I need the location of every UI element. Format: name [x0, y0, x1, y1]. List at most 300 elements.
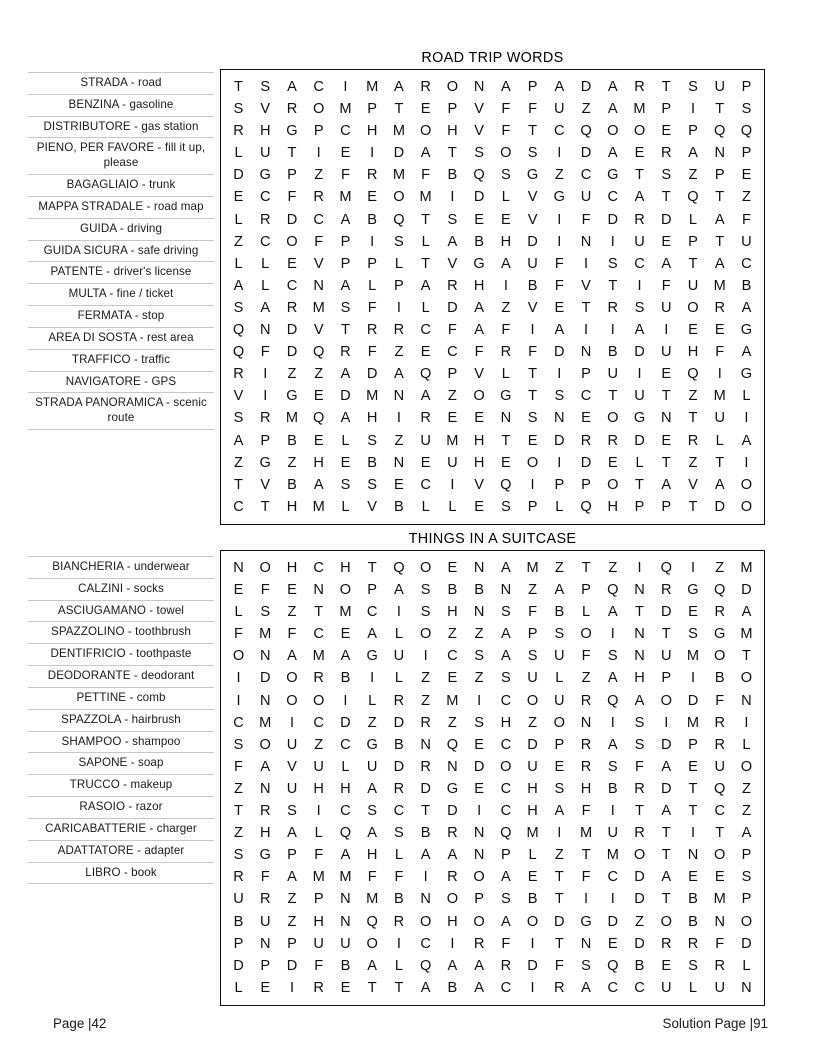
grid-cell[interactable]: A — [500, 560, 511, 576]
grid-cell[interactable]: I — [690, 825, 696, 842]
grid-cell[interactable]: M — [312, 299, 325, 316]
grid-cell[interactable]: S — [233, 299, 244, 316]
grid-cell[interactable]: R — [714, 736, 725, 753]
grid-cell[interactable]: P — [688, 233, 698, 250]
grid-cell[interactable]: U — [259, 913, 271, 930]
grid-cell[interactable]: O — [419, 913, 432, 930]
grid-cell[interactable]: P — [474, 891, 484, 908]
grid-cell[interactable]: T — [554, 869, 564, 886]
grid-cell[interactable]: I — [690, 560, 696, 576]
grid-cell[interactable]: Q — [393, 560, 405, 576]
grid-cell[interactable]: O — [660, 913, 672, 930]
grid-cell[interactable]: N — [500, 410, 512, 427]
grid-cell[interactable]: S — [233, 847, 244, 864]
grid-cell[interactable]: D — [580, 79, 592, 95]
grid-cell[interactable]: P — [527, 79, 538, 95]
grid-cell[interactable]: F — [314, 233, 324, 250]
grid-cell[interactable]: I — [610, 626, 615, 643]
grid-cell[interactable]: Q — [580, 123, 592, 140]
grid-cell[interactable]: D — [607, 913, 619, 930]
grid-cell[interactable]: L — [368, 692, 377, 709]
grid-cell[interactable]: S — [233, 736, 244, 753]
grid-cell[interactable]: R — [714, 604, 725, 621]
grid-cell[interactable]: P — [447, 101, 458, 118]
grid-cell[interactable]: Z — [234, 233, 243, 250]
grid-cell[interactable]: V — [474, 101, 484, 118]
grid-cell[interactable]: N — [473, 604, 485, 621]
grid-cell[interactable]: A — [287, 648, 297, 665]
grid-cell[interactable]: M — [686, 714, 700, 731]
grid-cell[interactable]: D — [634, 869, 645, 886]
grid-cell[interactable]: Z — [447, 626, 457, 643]
grid-cell[interactable]: N — [233, 560, 244, 576]
grid-cell[interactable]: T — [661, 388, 671, 405]
grid-cell[interactable]: O — [580, 626, 592, 643]
grid-cell[interactable]: T — [715, 189, 725, 206]
grid-cell[interactable]: O — [419, 560, 432, 576]
grid-cell[interactable]: R — [420, 758, 431, 775]
grid-cell[interactable]: M — [339, 189, 352, 206]
grid-cell[interactable]: Q — [714, 582, 726, 599]
grid-cell[interactable]: A — [607, 145, 618, 162]
grid-cell[interactable]: Z — [581, 670, 591, 687]
grid-cell[interactable]: F — [234, 758, 243, 775]
grid-cell[interactable]: E — [741, 167, 752, 184]
grid-cell[interactable]: O — [553, 714, 565, 731]
grid-cell[interactable]: E — [233, 189, 244, 206]
grid-cell[interactable]: R — [366, 167, 378, 184]
grid-cell[interactable]: C — [259, 233, 271, 250]
grid-cell[interactable]: O — [500, 758, 512, 775]
grid-cell[interactable]: L — [635, 454, 644, 471]
grid-cell[interactable]: I — [370, 145, 375, 162]
grid-cell[interactable]: S — [661, 167, 672, 184]
grid-cell[interactable]: F — [260, 869, 270, 886]
grid-cell[interactable]: F — [715, 935, 725, 952]
grid-cell[interactable]: P — [340, 255, 351, 272]
grid-cell[interactable]: R — [634, 79, 645, 95]
grid-cell[interactable]: H — [313, 454, 324, 471]
grid-cell[interactable]: F — [260, 582, 270, 599]
grid-cell[interactable]: T — [661, 891, 671, 908]
grid-cell[interactable]: D — [714, 498, 725, 515]
grid-cell[interactable]: H — [687, 344, 699, 361]
grid-cell[interactable]: P — [367, 582, 378, 599]
grid-cell[interactable]: L — [421, 498, 430, 515]
grid-cell[interactable]: T — [394, 979, 404, 996]
grid-cell[interactable]: A — [340, 366, 351, 383]
grid-cell[interactable]: Z — [287, 454, 297, 471]
grid-cell[interactable]: B — [367, 454, 378, 471]
grid-cell[interactable]: O — [607, 123, 619, 140]
grid-cell[interactable]: F — [314, 847, 324, 864]
grid-cell[interactable]: V — [367, 498, 378, 515]
grid-cell[interactable]: N — [313, 277, 324, 294]
grid-cell[interactable]: Q — [232, 344, 245, 361]
grid-cell[interactable]: F — [287, 626, 297, 643]
grid-cell[interactable]: R — [660, 145, 672, 162]
grid-cell[interactable]: Q — [500, 825, 512, 842]
grid-cell[interactable]: T — [554, 891, 564, 908]
grid-cell[interactable]: A — [367, 825, 378, 842]
grid-cell[interactable]: R — [313, 189, 324, 206]
grid-cell[interactable]: A — [233, 277, 244, 294]
grid-cell[interactable]: C — [259, 189, 271, 206]
grid-cell[interactable]: L — [501, 189, 510, 206]
grid-cell[interactable]: S — [367, 803, 378, 820]
grid-cell[interactable]: Q — [313, 410, 325, 427]
grid-cell[interactable]: D — [286, 344, 298, 361]
grid-cell[interactable]: S — [634, 714, 645, 731]
grid-cell[interactable]: G — [580, 913, 592, 930]
grid-cell[interactable]: D — [634, 935, 645, 952]
grid-cell[interactable]: V — [287, 758, 297, 775]
grid-cell[interactable]: F — [581, 869, 591, 886]
grid-cell[interactable]: R — [687, 935, 699, 952]
grid-cell[interactable]: A — [554, 582, 565, 599]
grid-cell[interactable]: I — [450, 935, 455, 952]
grid-cell[interactable]: Q — [714, 780, 726, 797]
grid-cell[interactable]: Z — [367, 714, 377, 731]
grid-cell[interactable]: Q — [687, 366, 699, 383]
grid-cell[interactable]: T — [688, 410, 698, 427]
grid-cell[interactable]: I — [690, 670, 696, 687]
grid-cell[interactable]: U — [607, 366, 619, 383]
grid-cell[interactable]: S — [554, 626, 565, 643]
grid-cell[interactable]: O — [607, 476, 619, 493]
grid-cell[interactable]: B — [233, 913, 244, 930]
grid-cell[interactable]: D — [634, 432, 645, 449]
grid-cell[interactable]: I — [610, 891, 615, 908]
grid-cell[interactable]: U — [714, 410, 725, 427]
grid-cell[interactable]: H — [259, 825, 271, 842]
grid-cell[interactable]: D — [580, 454, 592, 471]
grid-cell[interactable]: O — [286, 692, 298, 709]
grid-cell[interactable]: A — [287, 79, 297, 95]
grid-cell[interactable]: M — [392, 167, 405, 184]
grid-cell[interactable]: R — [554, 979, 565, 996]
grid-cell[interactable]: D — [473, 189, 485, 206]
grid-cell[interactable]: F — [367, 869, 377, 886]
grid-cell[interactable]: P — [741, 847, 752, 864]
grid-cell[interactable]: R — [714, 957, 725, 974]
grid-cell[interactable]: E — [447, 670, 458, 687]
grid-cell[interactable]: S — [420, 582, 431, 599]
grid-cell[interactable]: R — [340, 344, 351, 361]
grid-cell[interactable]: G — [259, 454, 271, 471]
grid-cell[interactable]: E — [474, 780, 484, 797]
grid-cell[interactable]: D — [634, 891, 645, 908]
grid-cell[interactable]: Q — [687, 189, 699, 206]
grid-cell[interactable]: O — [446, 891, 459, 908]
grid-cell[interactable]: F — [554, 277, 564, 294]
grid-cell[interactable]: Z — [447, 388, 457, 405]
grid-cell[interactable]: G — [714, 626, 726, 643]
grid-cell[interactable]: Q — [607, 692, 619, 709]
grid-cell[interactable]: V — [474, 476, 484, 493]
grid-cell[interactable]: H — [527, 803, 538, 820]
grid-cell[interactable]: T — [661, 454, 671, 471]
grid-cell[interactable]: R — [233, 123, 244, 140]
grid-cell[interactable]: T — [635, 604, 644, 621]
grid-cell[interactable]: L — [234, 255, 243, 272]
grid-cell[interactable]: U — [660, 979, 672, 996]
grid-cell[interactable]: E — [313, 432, 324, 449]
grid-cell[interactable]: A — [661, 869, 672, 886]
grid-cell[interactable]: V — [527, 189, 538, 206]
grid-cell[interactable]: C — [233, 498, 244, 515]
grid-cell[interactable]: P — [367, 101, 378, 118]
grid-cell[interactable]: A — [420, 145, 431, 162]
grid-cell[interactable]: H — [607, 498, 619, 515]
grid-cell[interactable]: T — [340, 322, 350, 339]
grid-cell[interactable]: M — [633, 101, 646, 118]
grid-cell[interactable]: S — [527, 648, 538, 665]
grid-cell[interactable]: L — [448, 498, 457, 515]
grid-cell[interactable]: T — [715, 233, 725, 250]
grid-cell[interactable]: N — [473, 825, 485, 842]
grid-cell[interactable]: S — [447, 211, 458, 228]
grid-cell[interactable]: Z — [554, 560, 564, 576]
grid-cell[interactable]: N — [420, 891, 431, 908]
grid-cell[interactable]: M — [259, 714, 272, 731]
grid-cell[interactable]: C — [420, 935, 431, 952]
grid-cell[interactable]: U — [607, 825, 619, 842]
grid-cell[interactable]: N — [634, 626, 645, 643]
grid-cell[interactable]: I — [263, 366, 268, 383]
grid-cell[interactable]: G — [740, 366, 753, 383]
grid-cell[interactable]: Z — [287, 891, 297, 908]
grid-cell[interactable]: P — [741, 145, 752, 162]
grid-cell[interactable]: O — [286, 670, 298, 687]
grid-cell[interactable]: P — [287, 935, 297, 952]
grid-cell[interactable]: U — [714, 979, 725, 996]
grid-cell[interactable]: I — [717, 366, 722, 383]
grid-cell[interactable]: N — [313, 582, 324, 599]
grid-cell[interactable]: Z — [234, 454, 243, 471]
grid-cell[interactable]: H — [473, 432, 485, 449]
grid-cell[interactable]: F — [340, 167, 350, 184]
grid-cell[interactable]: E — [500, 454, 511, 471]
grid-cell[interactable]: Z — [688, 167, 698, 184]
grid-cell[interactable]: O — [526, 913, 539, 930]
grid-cell[interactable]: T — [234, 476, 243, 493]
grid-cell[interactable]: M — [339, 604, 352, 621]
grid-cell[interactable]: I — [530, 979, 535, 996]
grid-cell[interactable]: G — [366, 736, 378, 753]
grid-cell[interactable]: H — [580, 780, 592, 797]
grid-cell[interactable]: I — [744, 454, 749, 471]
grid-cell[interactable]: A — [661, 476, 672, 493]
grid-cell[interactable]: V — [474, 123, 484, 140]
grid-cell[interactable]: E — [287, 582, 297, 599]
grid-cell[interactable]: S — [420, 604, 431, 621]
grid-cell[interactable]: L — [234, 211, 243, 228]
grid-cell[interactable]: R — [420, 714, 431, 731]
grid-cell[interactable]: U — [660, 299, 672, 316]
grid-cell[interactable]: B — [607, 344, 618, 361]
grid-cell[interactable]: L — [394, 255, 403, 272]
grid-cell[interactable]: C — [580, 388, 592, 405]
grid-cell[interactable]: M — [446, 692, 459, 709]
grid-cell[interactable]: D — [660, 780, 672, 797]
grid-cell[interactable]: C — [313, 211, 324, 228]
grid-cell[interactable]: R — [580, 432, 592, 449]
grid-cell[interactable]: C — [500, 803, 512, 820]
grid-cell[interactable]: I — [610, 322, 615, 339]
grid-cell[interactable]: P — [554, 476, 565, 493]
grid-cell[interactable]: D — [660, 736, 672, 753]
grid-cell[interactable]: I — [610, 803, 615, 820]
grid-cell[interactable]: O — [473, 869, 485, 886]
grid-cell[interactable]: B — [394, 498, 404, 515]
grid-cell[interactable]: L — [234, 145, 243, 162]
grid-cell[interactable]: Q — [446, 736, 459, 753]
grid-cell[interactable]: I — [236, 670, 241, 687]
grid-cell[interactable]: Q — [607, 582, 619, 599]
grid-cell[interactable]: D — [527, 736, 538, 753]
grid-cell[interactable]: N — [660, 410, 672, 427]
grid-cell[interactable]: Q — [473, 167, 485, 184]
grid-cell[interactable]: A — [714, 211, 725, 228]
grid-cell[interactable]: A — [554, 322, 565, 339]
grid-cell[interactable]: I — [637, 560, 642, 576]
grid-cell[interactable]: S — [527, 410, 538, 427]
grid-cell[interactable]: B — [367, 211, 378, 228]
grid-cell[interactable]: G — [553, 189, 565, 206]
grid-cell[interactable]: S — [554, 780, 565, 797]
grid-cell[interactable]: H — [366, 410, 378, 427]
grid-cell[interactable]: A — [741, 604, 752, 621]
grid-cell[interactable]: I — [396, 604, 401, 621]
grid-cell[interactable]: F — [554, 957, 564, 974]
grid-cell[interactable]: Q — [313, 344, 325, 361]
grid-cell[interactable]: A — [474, 299, 484, 316]
grid-cell[interactable]: H — [340, 560, 351, 576]
grid-cell[interactable]: R — [286, 299, 298, 316]
grid-cell[interactable]: E — [474, 736, 484, 753]
grid-cell[interactable]: S — [367, 476, 378, 493]
grid-cell[interactable]: P — [554, 736, 565, 753]
grid-cell[interactable]: N — [714, 145, 725, 162]
grid-cell[interactable]: S — [688, 79, 698, 95]
grid-cell[interactable]: D — [393, 714, 405, 731]
grid-cell[interactable]: H — [259, 123, 271, 140]
grid-cell[interactable]: D — [340, 714, 351, 731]
grid-cell[interactable]: C — [607, 979, 619, 996]
grid-cell[interactable]: I — [289, 979, 294, 996]
grid-cell[interactable]: F — [715, 692, 725, 709]
grid-cell[interactable]: O — [339, 582, 352, 599]
grid-cell[interactable]: U — [554, 101, 565, 118]
grid-cell[interactable]: F — [581, 803, 591, 820]
grid-cell[interactable]: E — [313, 388, 324, 405]
grid-cell[interactable]: I — [557, 233, 562, 250]
grid-cell[interactable]: N — [634, 648, 645, 665]
grid-cell[interactable]: V — [313, 322, 324, 339]
grid-cell[interactable]: C — [554, 123, 565, 140]
grid-cell[interactable]: E — [661, 957, 672, 974]
grid-cell[interactable]: A — [340, 277, 351, 294]
grid-cell[interactable]: A — [607, 101, 618, 118]
grid-cell[interactable]: B — [287, 476, 297, 493]
grid-cell[interactable]: V — [260, 476, 271, 493]
grid-cell[interactable]: I — [396, 935, 401, 952]
grid-cell[interactable]: A — [500, 626, 511, 643]
grid-cell[interactable]: B — [634, 957, 645, 974]
grid-cell[interactable]: P — [233, 935, 244, 952]
grid-cell[interactable]: E — [688, 758, 698, 775]
grid-cell[interactable]: R — [500, 344, 512, 361]
grid-cell[interactable]: F — [528, 604, 538, 621]
grid-cell[interactable]: T — [260, 498, 270, 515]
grid-cell[interactable]: U — [286, 736, 298, 753]
grid-cell[interactable]: S — [474, 714, 484, 731]
grid-cell[interactable]: S — [394, 825, 404, 842]
grid-cell[interactable]: T — [501, 432, 511, 449]
grid-cell[interactable]: E — [340, 145, 351, 162]
grid-cell[interactable]: M — [526, 825, 539, 842]
grid-cell[interactable]: F — [421, 167, 431, 184]
grid-cell[interactable]: T — [554, 935, 564, 952]
grid-cell[interactable]: F — [528, 101, 538, 118]
grid-cell[interactable]: L — [421, 299, 430, 316]
grid-cell[interactable]: P — [287, 847, 297, 864]
grid-cell[interactable]: C — [313, 560, 324, 576]
grid-cell[interactable]: R — [607, 299, 619, 316]
grid-cell[interactable]: P — [447, 366, 458, 383]
grid-cell[interactable]: D — [687, 692, 699, 709]
grid-cell[interactable]: C — [313, 714, 324, 731]
grid-cell[interactable]: U — [340, 935, 351, 952]
grid-cell[interactable]: T — [635, 803, 644, 820]
grid-cell[interactable]: Q — [740, 123, 753, 140]
grid-cell[interactable]: I — [343, 79, 348, 95]
grid-cell[interactable]: Z — [421, 692, 431, 709]
grid-cell[interactable]: P — [527, 626, 538, 643]
grid-cell[interactable]: G — [633, 410, 646, 427]
grid-cell[interactable]: B — [447, 582, 458, 599]
grid-cell[interactable]: U — [714, 758, 725, 775]
grid-cell[interactable]: N — [473, 79, 485, 95]
grid-cell[interactable]: S — [741, 869, 752, 886]
grid-cell[interactable]: I — [316, 803, 321, 820]
grid-cell[interactable]: C — [447, 344, 458, 361]
grid-cell[interactable]: Z — [421, 670, 431, 687]
grid-cell[interactable]: M — [713, 388, 726, 405]
grid-cell[interactable]: A — [714, 476, 725, 493]
grid-cell[interactable]: R — [393, 322, 405, 339]
grid-cell[interactable]: A — [741, 432, 752, 449]
grid-cell[interactable]: L — [742, 736, 751, 753]
grid-cell[interactable]: N — [580, 714, 592, 731]
grid-cell[interactable]: U — [554, 692, 565, 709]
grid-cell[interactable]: O — [660, 692, 672, 709]
grid-cell[interactable]: A — [607, 736, 618, 753]
grid-cell[interactable]: N — [580, 233, 592, 250]
grid-cell[interactable]: E — [340, 454, 351, 471]
grid-cell[interactable]: I — [423, 869, 428, 886]
grid-cell[interactable]: H — [313, 913, 324, 930]
grid-cell[interactable]: C — [634, 979, 645, 996]
grid-cell[interactable]: O — [419, 626, 432, 643]
grid-cell[interactable]: O — [740, 913, 753, 930]
grid-cell[interactable]: N — [500, 582, 512, 599]
grid-cell[interactable]: S — [607, 255, 618, 272]
grid-cell[interactable]: Z — [314, 736, 324, 753]
grid-cell[interactable]: G — [366, 648, 378, 665]
grid-cell[interactable]: D — [554, 913, 565, 930]
